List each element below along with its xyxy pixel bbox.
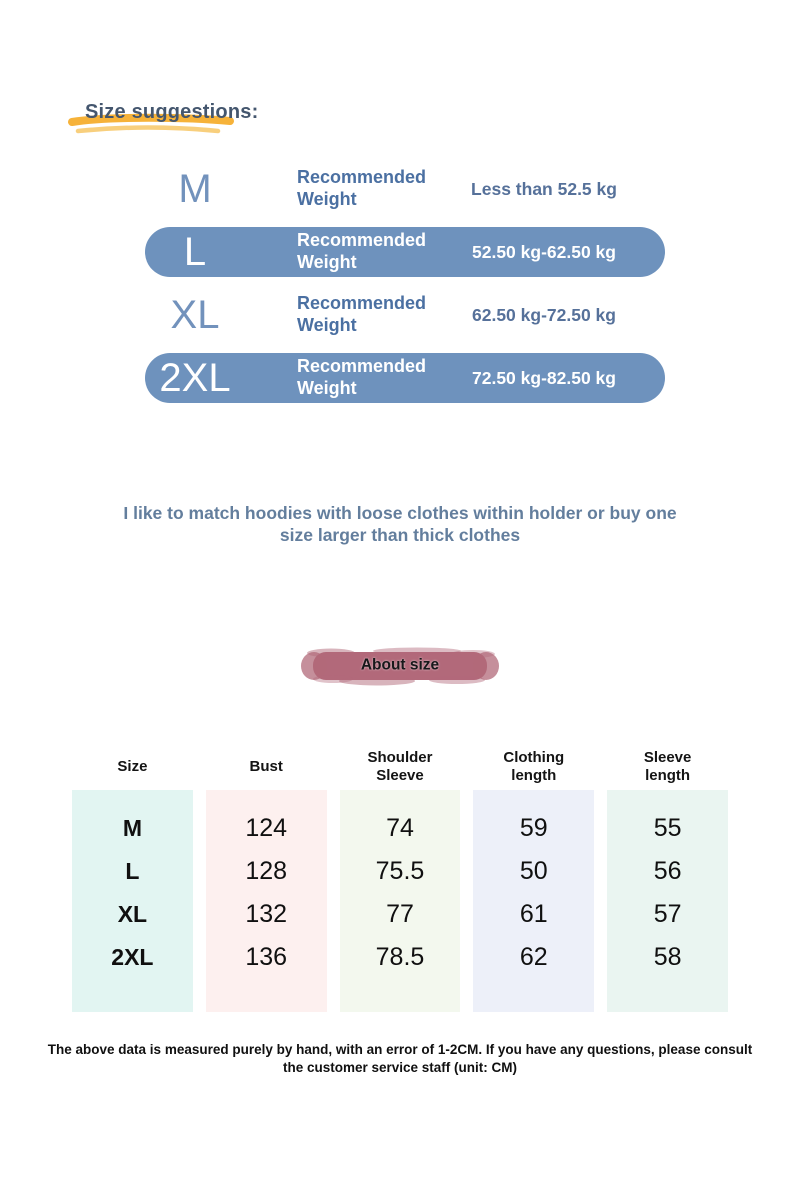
size-table — [72, 743, 728, 1012]
table-cell: 50 — [519, 857, 548, 885]
weight-range: Less than 52.5 kg — [471, 178, 617, 199]
table-column-clothing-length — [473, 743, 594, 1012]
weight-row-xl — [145, 290, 665, 340]
table-cell: M — [122, 815, 142, 841]
size-label: XL — [170, 293, 220, 337]
style-note: I like to match hoodies with loose clothes within holder or buy one size larger than thick clothes — [123, 503, 677, 545]
column-body — [473, 790, 594, 1012]
table-cell: 128 — [245, 857, 288, 885]
table-column-bust — [206, 743, 327, 1012]
table-cell: 132 — [245, 900, 288, 928]
table-column-shoulder-sleeve — [340, 743, 461, 1012]
size-label: L — [183, 230, 207, 274]
table-cell: 58 — [653, 943, 682, 971]
table-cell: L — [125, 858, 140, 884]
recommended-weight-label: Recommended Weight — [297, 293, 427, 335]
weight-range: 52.50 kg-62.50 kg — [472, 241, 616, 262]
table-column-sleeve-length — [607, 743, 728, 1012]
weight-range: 62.50 kg-72.50 kg — [472, 304, 616, 325]
table-cell: XL — [117, 901, 148, 927]
about-size-badge — [297, 641, 503, 691]
table-cell: 2XL — [111, 944, 154, 970]
column-header: Clothing length — [503, 748, 565, 784]
column-header: Sleeve length — [643, 748, 692, 784]
table-cell: 74 — [386, 814, 414, 842]
column-body — [340, 790, 461, 1012]
weight-suggestions — [145, 164, 665, 416]
column-body — [206, 790, 327, 1012]
table-cell: 55 — [653, 814, 682, 842]
table-cell: 61 — [519, 900, 548, 928]
weight-range: 72.50 kg-82.50 kg — [472, 367, 616, 388]
size-label: 2XL — [159, 356, 231, 400]
table-column-size — [72, 743, 193, 1012]
recommended-weight-label: Recommended Weight — [297, 167, 427, 209]
weight-row-m — [145, 164, 665, 214]
size-label: M — [178, 167, 212, 211]
table-cell: 56 — [653, 857, 682, 885]
table-cell: 78.5 — [375, 943, 425, 971]
column-header: Size — [117, 757, 148, 775]
table-cell: 62 — [519, 943, 548, 971]
about-size-label: About size — [360, 656, 440, 674]
table-cell: 77 — [386, 900, 414, 928]
recommended-weight-label: Recommended Weight — [297, 356, 427, 398]
table-cell: 75.5 — [375, 857, 425, 885]
column-header: Shoulder Sleeve — [367, 748, 433, 784]
column-body — [607, 790, 728, 1012]
disclaimer-text: The above data is measured purely by hand, with an error of 1-2CM. If you have any questions, please consult the customer service staff (unit: CM) — [47, 1042, 753, 1076]
table-cell: 59 — [519, 814, 548, 842]
table-cell: 124 — [245, 814, 288, 842]
weight-row-l — [145, 227, 665, 277]
table-cell: 136 — [245, 943, 288, 971]
column-header: Bust — [249, 757, 283, 775]
page-title: Size suggestions: — [85, 101, 259, 123]
weight-row-2xl — [145, 353, 665, 403]
table-cell: 57 — [653, 900, 682, 928]
recommended-weight-label: Recommended Weight — [297, 230, 427, 272]
column-body — [72, 790, 193, 1012]
